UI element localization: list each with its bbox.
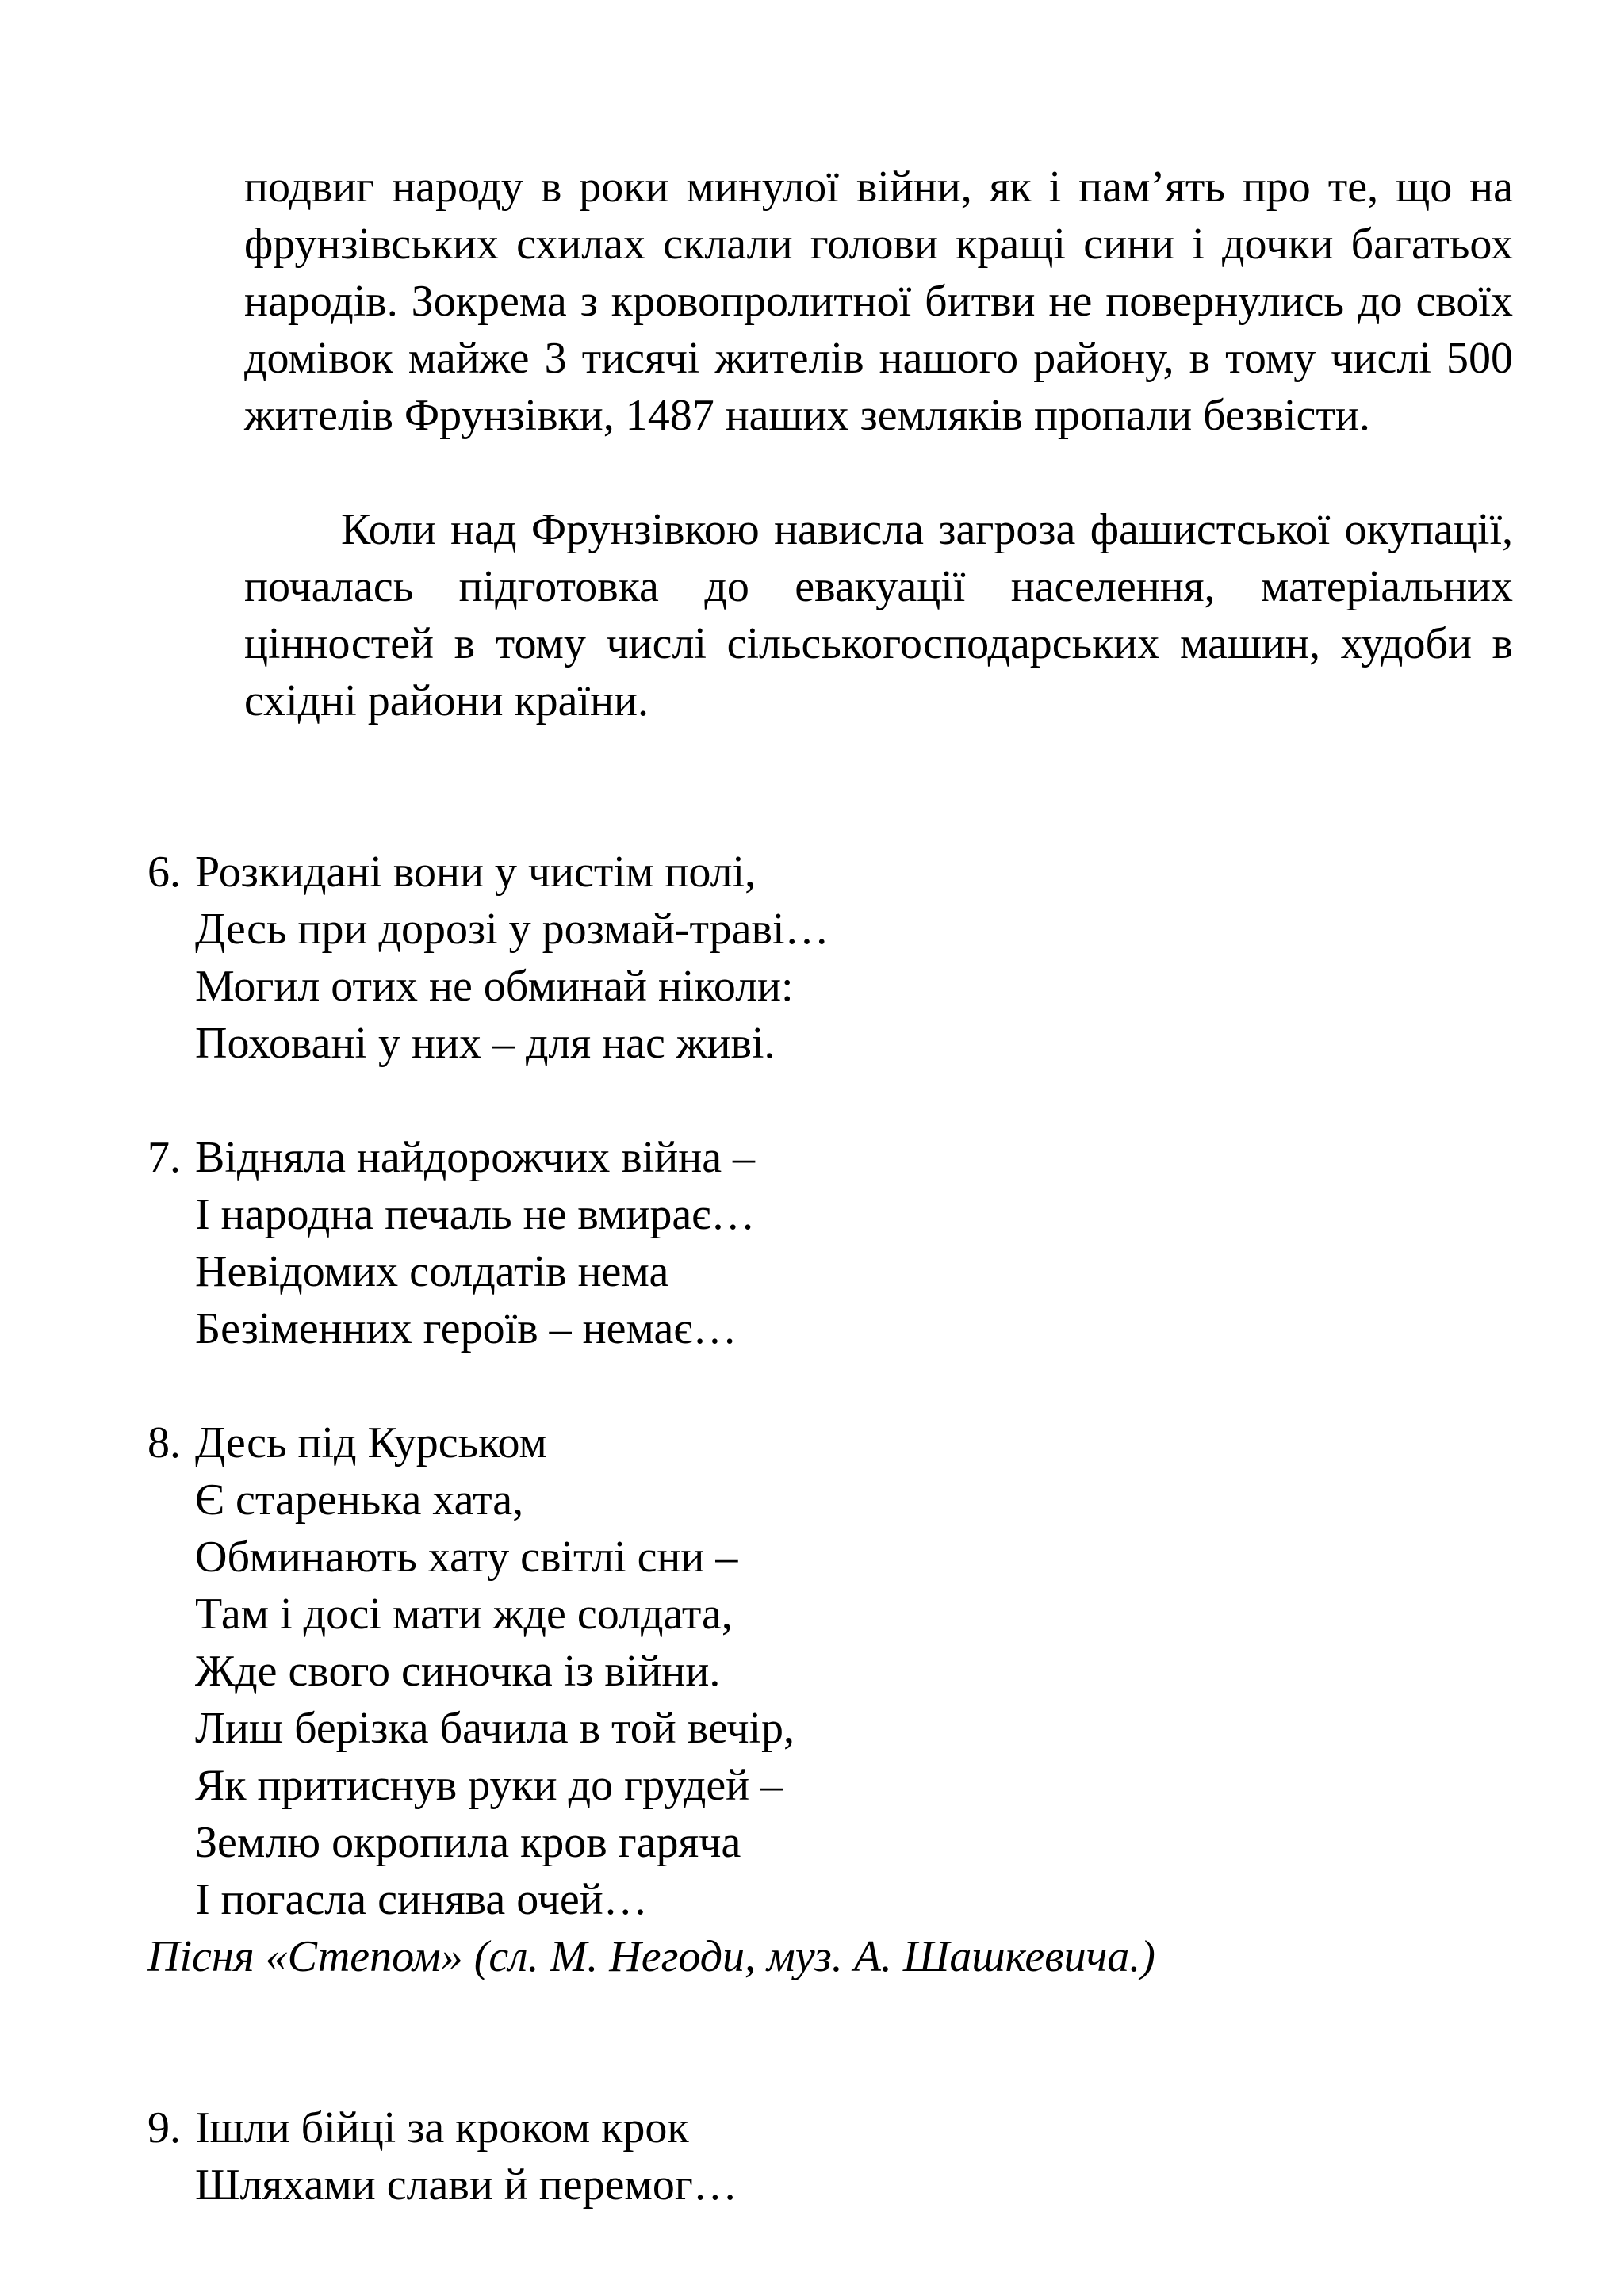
stanza-line: І погасла синява очей…	[195, 1875, 648, 1924]
stanza-line: Шляхами слави й перемог…	[195, 2160, 737, 2210]
stanza-7	[147, 1129, 1543, 1357]
stanza-number: 9.	[147, 2103, 181, 2152]
stanza-number: 6.	[147, 848, 181, 897]
stanza-line	[147, 1129, 1543, 1186]
paragraph-2: Коли над Фрунзівкою нависла загроза фашистської окупації, почалась підготовка до евакуації населення, матеріальних цінностей в тому числі сільськогосподарських машин, худоби в східні райони країни.	[244, 505, 1513, 725]
stanza-9	[147, 2099, 1543, 2214]
stanza-line: Є старенька хата,	[195, 1475, 524, 1525]
stanza-line: Землю окропила кров гаряча	[195, 1818, 741, 1867]
stanza-line: Могил отих не обминай ніколи:	[195, 962, 794, 1011]
paragraph-1: подвиг народу в роки минулої війни, як і пам’ять про те, що на фрунзівських схилах склали голови кращі сини і дочки багатьох народів. Зокрема з кровопролитної битви не повернулись до своїх домівок майже 3 тисячі жителів нашого району, в тому числі 500 жителів Фрунзівки, 1487 наших земляків пропали безвісти.	[244, 163, 1513, 440]
stanza-line: Обминають хату світлі сни –	[195, 1533, 738, 1582]
stanza-line	[147, 1414, 1543, 1471]
stanza-line	[147, 844, 1543, 901]
stanza-line: Десь при дорозі у розмай-траві…	[195, 905, 829, 954]
stanza-line: Невідомих солдатів нема	[195, 1247, 669, 1296]
stanza-8	[147, 1414, 1543, 1928]
stanza-line: Безіменних героїв – немає…	[195, 1304, 737, 1353]
stanza-number: 7.	[147, 1133, 181, 1182]
stanza-line	[147, 2099, 1543, 2156]
stanza-line: І народна печаль не вмирає…	[195, 1190, 756, 1239]
stanza-line: Як притиснув руки до грудей –	[195, 1761, 783, 1810]
stanza-line: Там і досі мати жде солдата,	[195, 1590, 733, 1639]
stanza-line-text: Розкидані вони у чистім полі,	[195, 848, 756, 897]
stanza-line: Поховані у них – для нас живі.	[195, 1019, 776, 1068]
stanza-line: Лиш берізка бачила в той вечір,	[195, 1704, 795, 1753]
stanza-line-text: Ішли бійці за кроком крок	[195, 2103, 689, 2152]
stanza-line-text: Десь під Курськом	[195, 1418, 547, 1468]
song-caption: Пісня «Степом» (сл. М. Негоди, муз. А. Шашкевича.)	[147, 1932, 1155, 1981]
stanza-line-text: Відняла найдорожчих війна –	[195, 1133, 756, 1182]
stanza-number: 8.	[147, 1418, 181, 1468]
stanza-line: Жде свого синочка із війни.	[195, 1647, 721, 1696]
stanza-6	[147, 844, 1543, 1072]
